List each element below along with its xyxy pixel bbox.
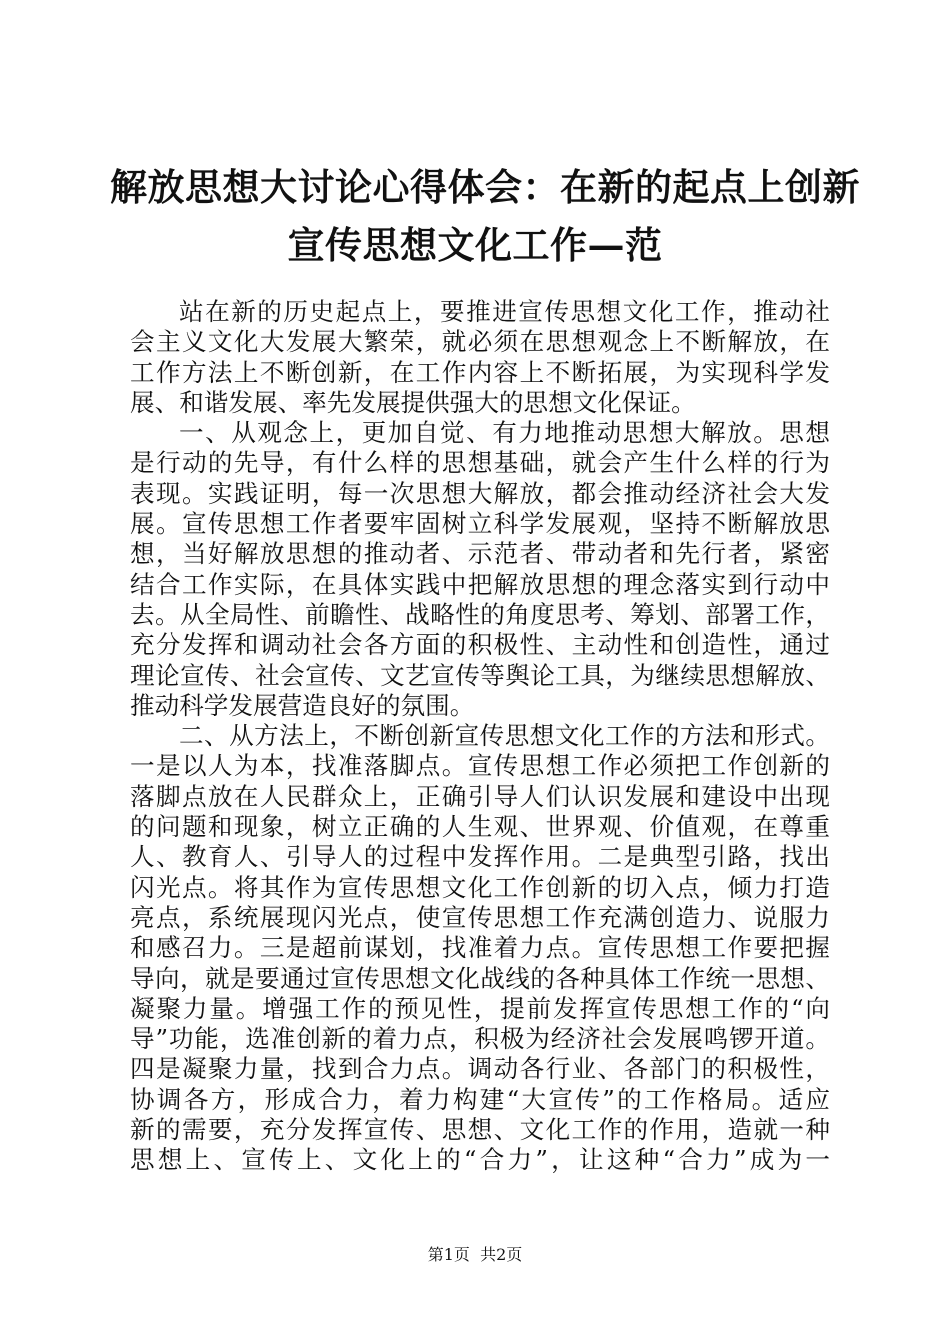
body-line: 导”功能，选准创新的着力点，积极为经济社会发展鸣锣开道。 <box>130 1024 830 1054</box>
page-footer <box>0 1245 950 1265</box>
page-number-label: 第1页 共2页 <box>427 1245 523 1264</box>
body-line: 结合工作实际，在具体实践中把解放思想的理念落实到行动中 <box>130 569 830 599</box>
document-title-line-2: 宣传思想文化工作—范 <box>287 223 663 267</box>
body-line: 协调各方，形成合力，着力构建“大宣传”的工作格局。适应 <box>130 1084 830 1114</box>
body-line: 二、从方法上，不断创新宣传思想文化工作的方法和形式。 <box>179 721 830 751</box>
body-line: 去。从全局性、前瞻性、战略性的角度思考、筹划、部署工作， <box>130 599 830 629</box>
body-line: 展。宣传思想工作者要牢固树立科学发展观，坚持不断解放思 <box>130 509 830 539</box>
body-line: 落脚点放在人民群众上，正确引导人们认识发展和建设中出现 <box>130 781 830 811</box>
body-line: 人、教育人、引导人的过程中发挥作用。二是典型引路，找出 <box>130 842 830 872</box>
body-line: 新的需要，充分发挥宣传、思想、文化工作的作用，造就一种 <box>130 1115 830 1145</box>
document-title-line-1: 解放思想大讨论心得体会：在新的起点上创新 <box>110 165 860 209</box>
body-line: 一、从观念上，更加自觉、有力地推动思想大解放。思想 <box>179 418 830 448</box>
body-line: 推动科学发展营造良好的氛围。 <box>130 690 475 720</box>
body-line: 导向，就是要通过宣传思想文化战线的各种具体工作统一思想、 <box>130 963 830 993</box>
body-line: 想，当好解放思想的推动者、示范者、带动者和先行者，紧密 <box>130 539 830 569</box>
body-line: 凝聚力量。增强工作的预见性，提前发挥宣传思想工作的“向 <box>130 993 830 1023</box>
document-body <box>130 297 830 1176</box>
body-line: 思想上、宣传上、文化上的“合力”，让这种“合力”成为一 <box>130 1145 830 1175</box>
body-line: 工作方法上不断创新，在工作内容上不断拓展，为实现科学发 <box>130 357 830 387</box>
body-line: 的问题和现象，树立正确的人生观、世界观、价值观，在尊重 <box>130 812 830 842</box>
body-line: 四是凝聚力量，找到合力点。调动各行业、各部门的积极性， <box>130 1054 830 1084</box>
body-line: 会主义文化大发展大繁荣，就必须在思想观念上不断解放，在 <box>130 327 830 357</box>
body-line: 是行动的先导，有什么样的思想基础，就会产生什么样的行为 <box>130 448 830 478</box>
body-line: 充分发挥和调动社会各方面的积极性、主动性和创造性，通过 <box>130 630 830 660</box>
body-line: 和感召力。三是超前谋划，找准着力点。宣传思想工作要把握 <box>130 933 830 963</box>
body-line: 理论宣传、社会宣传、文艺宣传等舆论工具，为继续思想解放、 <box>130 660 830 690</box>
body-line: 亮点，系统展现闪光点，使宣传思想工作充满创造力、说服力 <box>130 902 830 932</box>
body-line: 表现。实践证明，每一次思想大解放，都会推动经济社会大发 <box>130 478 830 508</box>
body-line: 闪光点。将其作为宣传思想文化工作创新的切入点，倾力打造 <box>130 872 830 902</box>
body-line: 展、和谐发展、率先发展提供强大的思想文化保证。 <box>130 387 696 417</box>
body-line: 一是以人为本，找准落脚点。宣传思想工作必须把工作创新的 <box>130 751 830 781</box>
body-line: 站在新的历史起点上，要推进宣传思想文化工作，推动社 <box>179 297 830 326</box>
